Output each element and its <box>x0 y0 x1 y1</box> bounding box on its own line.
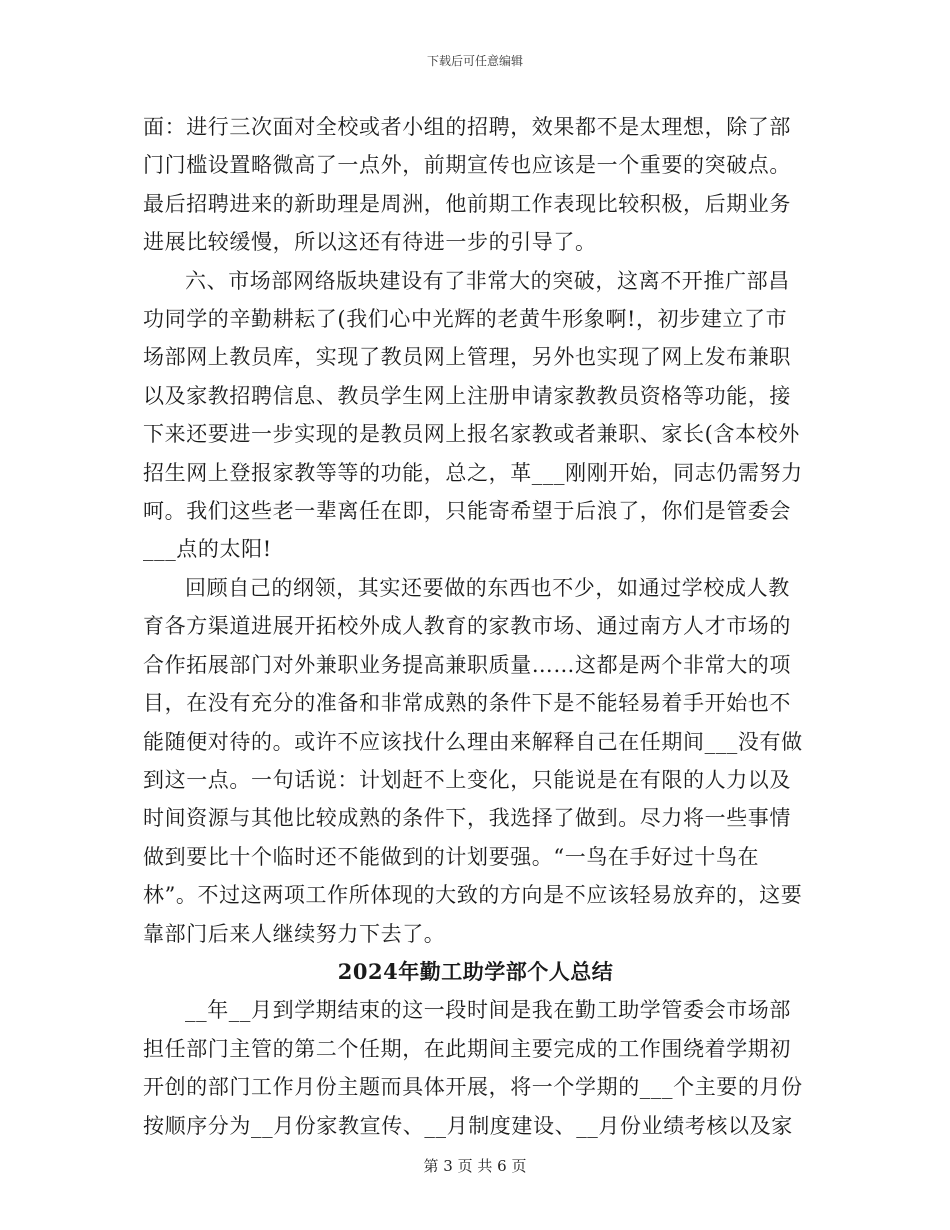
paragraph-network-section: 六、市场部网络版块建设有了非常大的突破，这离不开推广部昌功同学的辛勤耕耘了(我们心中光辉的老黄牛形象啊!，初步建立了市场部网上教员库，实现了教员网上管理，另外也实现了网上发布兼职以及家教招聘信息、教员学生网上注册申请家教教员资格等功能，接下来还要进一步实现的是教员网上报名家教或者兼职、家长(含本校外招生网上登报家教等等的功能，总之，革___刚刚开始，同志仍需努力呵。我们这些老一辈离任在即，只能寄希望于后浪了，你们是管委会___点的太阳! <box>143 268 803 562</box>
page-header: 下载后可任意编辑 <box>426 54 523 68</box>
paragraph-summary-start: __年__月到学期结束的这一段时间是我在勤工助学管委会市场部担任部门主管的第二个任期，在此期间主要完成的工作围绕着学期初开创的部门工作月份主题而具体开展，将一个学期的___个主要的月份按顺序分为__月份家教宣传、__月制度建设、__月份业绩考核以及家 <box>143 998 803 1138</box>
section-title: 2024年勤工助学部个人总结 <box>337 958 614 984</box>
page-number: 第 3 页 共 6 页 <box>423 1157 527 1175</box>
paragraph-continuation: 面：进行三次面对全校或者小组的招聘，效果都不是太理想，除了部门门槛设置略微高了一点外，前期宣传也应该是一个重要的突破点。最后招聘进来的新助理是周洲，他前期工作表现比较积极，后期业务进展比较缓慢，所以这还有待进一步的引导了。 <box>143 115 791 255</box>
document-body <box>143 108 808 1145</box>
paragraph-review: 回顾自己的纲领，其实还要做的东西也不少，如通过学校成人教育各方渠道进展开拓校外成人教育的家教市场、通过南方人才市场的合作拓展部门对外兼职业务提高兼职质量……这都是两个非常大的项目，在没有充分的准备和非常成熟的条件下是不能轻易着手开始也不能随便对待的。或许不应该找什么理由来解释自己在任期间___没有做到这一点。一句话说：计划赶不上变化，只能说是在有限的人力以及时间资源与其他比较成熟的条件下，我选择了做到。尽力将一些事情做到要比十个临时还不能做到的计划要强。“一鸟在手好过十鸟在林”。不过这两项工作所体现的大致的方向是不应该轻易放弃的，这要靠部门后来人继续努力下去了。 <box>143 575 803 946</box>
